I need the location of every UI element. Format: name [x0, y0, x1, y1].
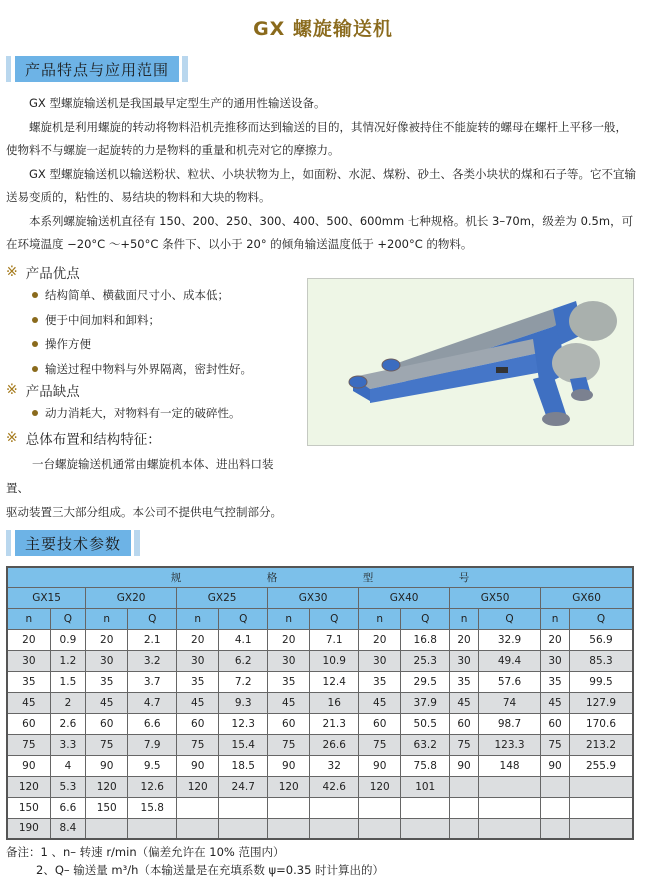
table-row [7, 713, 633, 734]
layout-description [6, 452, 296, 524]
note-line: 2、Q– 输送量 m³/h（本输送量是在充填系数 ψ=0.35 时计算出的） [36, 863, 385, 877]
advantages-heading [6, 262, 80, 282]
table-cell [450, 776, 479, 797]
disadvantages-heading [6, 380, 80, 400]
table-cell: 75 [268, 734, 310, 755]
paragraph: GX 型螺旋输送机是我国最早定型生产的通用性输送设备。 [29, 96, 326, 110]
table-cell: 170.6 [569, 713, 633, 734]
heading-accent-left [6, 530, 11, 556]
table-cell [268, 818, 310, 839]
table-cell: 12.4 [310, 671, 359, 692]
table-cell: 127.9 [569, 692, 633, 713]
table-cell: 0.9 [50, 629, 85, 650]
table-cell [359, 797, 401, 818]
speed-header: n [177, 608, 219, 629]
intro-paragraphs [6, 92, 636, 257]
table-cell: 30 [268, 650, 310, 671]
table-cell [478, 818, 540, 839]
table-cell: 35 [7, 671, 50, 692]
table-cell: 6.6 [128, 713, 177, 734]
table-cell: 98.7 [478, 713, 540, 734]
table-cell: 35 [359, 671, 401, 692]
table-cell: 90 [86, 755, 128, 776]
table-cell [478, 797, 540, 818]
list-item [32, 401, 241, 426]
table-cell: 90 [450, 755, 479, 776]
table-cell: 60 [268, 713, 310, 734]
table-cell: 20 [450, 629, 479, 650]
disadvantages-heading-label: 产品缺点 [25, 384, 80, 400]
table-cell: 5.3 [50, 776, 85, 797]
table-cell: 45 [541, 692, 570, 713]
table-cell [177, 818, 219, 839]
speed-header: n [541, 608, 570, 629]
table-cell: 32 [310, 755, 359, 776]
table-cell: 75 [86, 734, 128, 755]
table-cell: 15.8 [128, 797, 177, 818]
table-cell: 60 [541, 713, 570, 734]
table-cell [478, 776, 540, 797]
capacity-header: Q [50, 608, 85, 629]
product-photo [307, 278, 634, 446]
speed-header: n [450, 608, 479, 629]
paragraph: 本系列螺旋输送机直径有 150、200、250、300、400、500、600mm 七种规格。机长 3–70m，级差为 0.5m，可在环境温度 −20°C ～+50°C 条件下、以小于 20° 的倾角输送温度低于 +200°C 的物料。 [6, 213, 634, 251]
table-cell [450, 797, 479, 818]
table-cell: 12.6 [128, 776, 177, 797]
table-cell: 45 [86, 692, 128, 713]
list-item [32, 357, 252, 382]
model-header: GX50 [450, 587, 541, 608]
list-item [32, 332, 252, 357]
table-cell: 101 [401, 776, 450, 797]
table-row [7, 671, 633, 692]
table-cell [310, 818, 359, 839]
table-cell: 35 [450, 671, 479, 692]
table-cell: 213.2 [569, 734, 633, 755]
table-cell: 3.2 [128, 650, 177, 671]
reference-mark-icon: ※ [6, 430, 18, 446]
table-cell: 20 [268, 629, 310, 650]
model-header: GX30 [268, 587, 359, 608]
model-header: GX25 [177, 587, 268, 608]
table-cell: 2.6 [50, 713, 85, 734]
reference-mark-icon: ※ [6, 264, 18, 280]
table-cell: 60 [177, 713, 219, 734]
table-cell: 57.6 [478, 671, 540, 692]
table-cell: 24.7 [219, 776, 268, 797]
table-cell: 35 [86, 671, 128, 692]
note-line: 备注：1 、n– 转速 r/min（偏差允许在 10% 范围内） [6, 845, 285, 859]
table-cell [450, 818, 479, 839]
table-cell: 6.2 [219, 650, 268, 671]
table-cell: 12.3 [219, 713, 268, 734]
table-cell [569, 818, 633, 839]
table-cell: 15.4 [219, 734, 268, 755]
reference-mark-icon: ※ [6, 382, 18, 398]
section-heading-label: 产品特点与应用范围 [15, 56, 179, 82]
speed-header: n [86, 608, 128, 629]
capacity-header: Q [569, 608, 633, 629]
table-cell: 3.7 [128, 671, 177, 692]
table-cell: 120 [86, 776, 128, 797]
table-cell: 45 [450, 692, 479, 713]
advantages-heading-label: 产品优点 [25, 266, 80, 282]
table-cell: 32.9 [478, 629, 540, 650]
capacity-header: Q [401, 608, 450, 629]
model-header: GX15 [7, 587, 86, 608]
table-cell: 42.6 [310, 776, 359, 797]
table-cell: 4.1 [219, 629, 268, 650]
table-cell: 120 [359, 776, 401, 797]
table-cell: 7.9 [128, 734, 177, 755]
table-cell [401, 818, 450, 839]
table-row [7, 692, 633, 713]
capacity-header: Q [219, 608, 268, 629]
table-cell [541, 776, 570, 797]
header-char: 格 [266, 571, 278, 584]
table-cell [541, 818, 570, 839]
table-cell: 45 [359, 692, 401, 713]
table-cell [569, 797, 633, 818]
table-cell [401, 797, 450, 818]
table-cell: 21.3 [310, 713, 359, 734]
table-cell: 7.1 [310, 629, 359, 650]
table-cell: 1.2 [50, 650, 85, 671]
table-row [7, 629, 633, 650]
table-cell: 35 [541, 671, 570, 692]
layout-line: 驱动装置三大部分组成。本公司不提供电气控制部分。 [6, 505, 282, 519]
list-item [32, 283, 252, 308]
table-cell: 30 [7, 650, 50, 671]
table-cell: 2 [50, 692, 85, 713]
heading-accent-right [134, 530, 140, 556]
table-cell: 45 [268, 692, 310, 713]
bullet-icon [32, 366, 38, 372]
table-cell: 4 [50, 755, 85, 776]
table-cell: 30 [86, 650, 128, 671]
table-cell [268, 797, 310, 818]
model-header: GX60 [541, 587, 633, 608]
table-cell [128, 818, 177, 839]
table-cell: 16 [310, 692, 359, 713]
advantages-list [32, 283, 252, 381]
speed-header: n [359, 608, 401, 629]
table-row [7, 734, 633, 755]
table-cell: 63.2 [401, 734, 450, 755]
table-cell: 25.3 [401, 650, 450, 671]
table-cell [219, 797, 268, 818]
spec-table-title [7, 567, 633, 587]
header-char: 型 [362, 571, 374, 584]
table-cell: 75 [177, 734, 219, 755]
table-cell: 1.5 [50, 671, 85, 692]
paragraph: GX 型螺旋输送机以输送粉状、粒状、小块状物为上，如面粉、水泥、煤粉、砂土、各类小块状的煤和石子等。它不宜输送易变质的，粘性的、易结块的物料和大块的物料。 [6, 166, 636, 204]
table-cell [310, 797, 359, 818]
list-item [32, 308, 252, 333]
model-header: GX20 [86, 587, 177, 608]
table-cell: 4.7 [128, 692, 177, 713]
table-cell: 90 [177, 755, 219, 776]
table-cell [359, 818, 401, 839]
spec-table [6, 566, 634, 840]
table-row [7, 797, 633, 818]
table-cell: 20 [7, 629, 50, 650]
page-title: GX 螺旋输送机 [253, 18, 393, 40]
table-cell: 45 [7, 692, 50, 713]
spec-table-title-row [7, 567, 633, 587]
table-row [7, 650, 633, 671]
table-cell: 150 [86, 797, 128, 818]
section-heading-label: 主要技术参数 [15, 530, 131, 556]
table-cell: 90 [268, 755, 310, 776]
disadvantages-list [32, 401, 241, 426]
table-cell: 255.9 [569, 755, 633, 776]
table-cell: 30 [450, 650, 479, 671]
table-cell: 75 [541, 734, 570, 755]
table-cell: 49.4 [478, 650, 540, 671]
list-item-text: 动力消耗大，对物料有一定的破碎性。 [45, 406, 241, 420]
table-cell: 37.9 [401, 692, 450, 713]
notes [6, 843, 384, 879]
speed-header: n [7, 608, 50, 629]
table-cell [86, 818, 128, 839]
section-heading-features [6, 56, 188, 82]
table-cell: 75 [7, 734, 50, 755]
table-cell: 9.5 [128, 755, 177, 776]
table-cell: 18.5 [219, 755, 268, 776]
table-cell: 8.4 [50, 818, 85, 839]
list-item-text: 结构简单、横截面尺寸小、成本低； [45, 288, 229, 302]
table-cell [177, 797, 219, 818]
table-cell: 30 [541, 650, 570, 671]
table-cell: 74 [478, 692, 540, 713]
section-heading-specs [6, 530, 140, 556]
table-cell: 75.8 [401, 755, 450, 776]
table-cell: 150 [7, 797, 50, 818]
table-row [7, 755, 633, 776]
sub-header-row [7, 608, 633, 629]
list-item-text: 便于中间加料和卸料； [45, 312, 160, 327]
bullet-icon [32, 317, 38, 323]
table-cell: 9.3 [219, 692, 268, 713]
table-cell: 60 [7, 713, 50, 734]
table-cell: 50.5 [401, 713, 450, 734]
screw-conveyor-image [308, 279, 635, 447]
table-cell: 120 [177, 776, 219, 797]
model-header-row [7, 587, 633, 608]
table-cell: 90 [359, 755, 401, 776]
table-cell [219, 818, 268, 839]
table-cell [569, 776, 633, 797]
bullet-icon [32, 410, 38, 416]
heading-accent-left [6, 56, 11, 82]
capacity-header: Q [310, 608, 359, 629]
table-cell: 35 [268, 671, 310, 692]
heading-accent-right [182, 56, 188, 82]
table-cell: 60 [86, 713, 128, 734]
table-cell: 2.1 [128, 629, 177, 650]
table-cell: 90 [541, 755, 570, 776]
table-cell [541, 797, 570, 818]
table-cell: 148 [478, 755, 540, 776]
table-cell: 120 [7, 776, 50, 797]
table-cell: 85.3 [569, 650, 633, 671]
table-cell: 3.3 [50, 734, 85, 755]
spec-table-body [7, 629, 633, 839]
list-item-text: 输送过程中物料与外界隔离，密封性好。 [45, 361, 252, 376]
table-cell: 120 [268, 776, 310, 797]
table-cell: 60 [450, 713, 479, 734]
table-cell: 190 [7, 818, 50, 839]
table-cell: 75 [450, 734, 479, 755]
table-cell: 16.8 [401, 629, 450, 650]
table-cell: 10.9 [310, 650, 359, 671]
table-row [7, 818, 633, 839]
table-cell: 90 [7, 755, 50, 776]
table-cell: 60 [359, 713, 401, 734]
capacity-header: Q [128, 608, 177, 629]
header-char: 规 [170, 571, 182, 584]
layout-line: 一台螺旋输送机通常由螺旋机本体、进出料口装置、 [6, 457, 274, 495]
table-cell: 20 [86, 629, 128, 650]
table-cell: 56.9 [569, 629, 633, 650]
table-cell: 20 [359, 629, 401, 650]
header-char: 号 [458, 571, 470, 584]
table-cell: 45 [177, 692, 219, 713]
table-cell: 20 [541, 629, 570, 650]
table-cell: 123.3 [478, 734, 540, 755]
table-cell: 20 [177, 629, 219, 650]
table-cell: 26.6 [310, 734, 359, 755]
bullet-icon [32, 341, 38, 347]
list-item-text: 操作方便 [45, 337, 91, 351]
model-header: GX40 [359, 587, 450, 608]
layout-heading [6, 428, 161, 448]
table-cell: 30 [359, 650, 401, 671]
table-cell: 6.6 [50, 797, 85, 818]
table-cell: 30 [177, 650, 219, 671]
table-cell: 7.2 [219, 671, 268, 692]
table-cell: 75 [359, 734, 401, 755]
table-cell: 29.5 [401, 671, 450, 692]
capacity-header: Q [478, 608, 540, 629]
paragraph: 螺旋机是利用螺旋的转动将物料沿机壳推移而达到输送的目的，其情况好像被持住不能旋转的螺母在螺杆上平移一般，使物料不与螺旋一起旋转的力是物料的重量和机壳对它的摩擦力。 [6, 119, 627, 157]
table-cell: 35 [177, 671, 219, 692]
table-row [7, 776, 633, 797]
layout-heading-label: 总体布置和结构特征： [25, 432, 161, 448]
speed-header: n [268, 608, 310, 629]
table-cell: 99.5 [569, 671, 633, 692]
bullet-icon [32, 292, 38, 298]
